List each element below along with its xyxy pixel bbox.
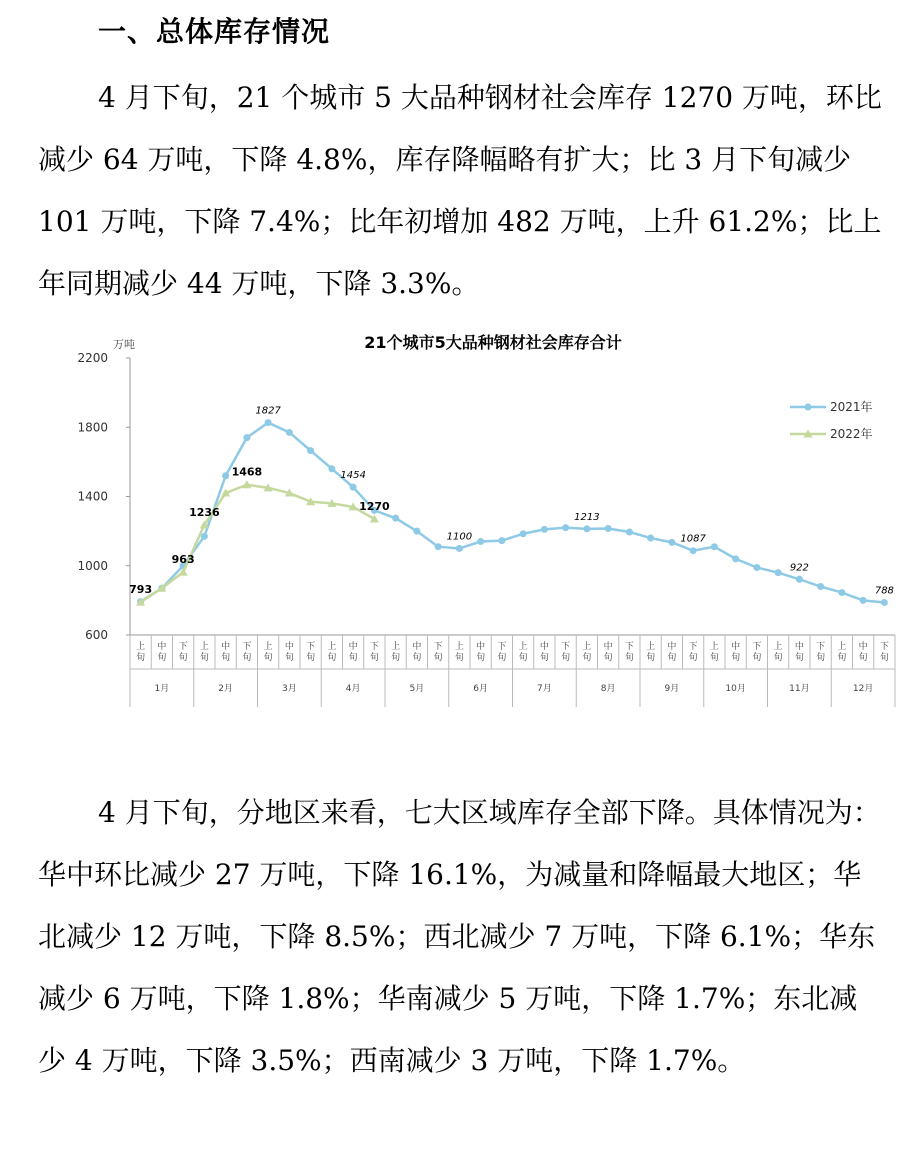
period-label-char: 旬 [284, 653, 294, 663]
data-label: 1236 [189, 505, 220, 519]
period-label-char: 上 [327, 642, 337, 652]
period-label-char: 旬 [221, 653, 231, 663]
period-label [497, 641, 506, 663]
legend-label: 2021年 [830, 400, 873, 414]
data-point-2021 [647, 535, 654, 542]
period-label-char: 中 [667, 642, 677, 652]
period-label-char: 上 [263, 642, 273, 652]
period-label-char: 上 [136, 642, 146, 652]
period-label-char: 中 [157, 642, 167, 652]
period-label [349, 640, 358, 663]
period-label-char: 下 [497, 642, 507, 652]
period-label-char: 中 [858, 642, 868, 652]
y-tick-label: 1400 [77, 489, 108, 504]
data-point-2021 [881, 599, 888, 606]
period-label-char: 旬 [646, 653, 656, 663]
period-label [561, 641, 570, 663]
data-point-2021 [690, 547, 697, 554]
month-label: 5月 [409, 684, 425, 694]
period-label-char: 旬 [412, 653, 422, 663]
paragraph-regional [38, 782, 883, 1092]
period-label [667, 640, 676, 663]
period-label-char: 旬 [561, 653, 571, 663]
data-label: 793 [129, 583, 153, 597]
data-label: 963 [171, 553, 195, 567]
month-label: 10月 [725, 684, 746, 694]
period-label-char: 旬 [454, 653, 464, 663]
period-label-char: 旬 [879, 653, 889, 663]
period-label [264, 640, 273, 663]
period-label [434, 641, 443, 663]
data-point-2021 [562, 524, 569, 531]
period-label [519, 640, 528, 663]
data-point-2021 [286, 429, 293, 436]
period-label-char: 中 [603, 642, 613, 652]
period-label-char: 下 [688, 642, 698, 652]
period-label-char: 旬 [327, 653, 337, 663]
data-label: 1087 [680, 533, 706, 545]
y-axis-unit-label: 万吨 [113, 338, 135, 351]
data-point-2021 [860, 597, 867, 604]
period-label [285, 640, 294, 663]
period-label-char: 旬 [752, 653, 762, 663]
legend-label: 2022年 [830, 427, 873, 441]
period-label-char: 下 [369, 642, 379, 652]
data-point-2021 [775, 569, 782, 576]
period-label [370, 641, 379, 663]
period-label-char: 中 [476, 642, 486, 652]
paragraph-summary-text: 4 月下旬，21 个城市 5 大品种钢材社会库存 1270 万吨，环比减少 64 万吨，下降 4.8%，库存降幅略有扩大；比 3 月下旬减少 101 万吨，下降 7.4%；比年初增加 482 万吨，上升 61.2%；比上年同期减少 44 万吨，下降 3.3%。 [38, 81, 882, 300]
period-label-char: 上 [391, 642, 401, 652]
period-label-char: 中 [412, 642, 422, 652]
period-label [689, 641, 698, 663]
y-tick-label: 2200 [77, 351, 108, 365]
period-label-char: 旬 [476, 653, 486, 663]
period-label-char: 旬 [709, 653, 719, 663]
period-label-char: 下 [178, 642, 188, 652]
data-point-2021 [753, 564, 760, 571]
period-label-char: 下 [752, 642, 762, 652]
data-point-2021 [243, 434, 250, 441]
period-label [880, 641, 889, 663]
period-label-char: 中 [348, 642, 358, 652]
period-label-char: 旬 [199, 653, 209, 663]
period-label [604, 640, 613, 663]
period-label-char: 下 [242, 642, 252, 652]
data-label: 1827 [255, 405, 281, 417]
period-label [455, 640, 464, 663]
period-label-char: 旬 [667, 653, 677, 663]
period-label-char: 上 [518, 642, 528, 652]
data-point-2021 [477, 538, 484, 545]
period-label-char: 旬 [518, 653, 528, 663]
period-label [540, 640, 549, 663]
data-point-2021 [498, 537, 505, 544]
period-label [752, 641, 761, 663]
period-label-char: 下 [433, 642, 443, 652]
period-label [221, 640, 230, 663]
period-label-char: 旬 [306, 653, 316, 663]
period-label-char: 中 [794, 642, 804, 652]
data-point-2021 [307, 447, 314, 454]
data-point-2021 [350, 484, 357, 491]
data-label: 1468 [231, 465, 263, 479]
period-label-char: 下 [306, 642, 316, 652]
y-tick-label: 1800 [77, 420, 108, 435]
paragraph-summary [38, 67, 883, 315]
month-label: 7月 [537, 684, 552, 694]
section-heading: 一、总体库存情况 [98, 15, 331, 48]
period-label-char: 旬 [603, 653, 613, 663]
month-label: 3月 [282, 684, 297, 694]
period-label-char: 上 [837, 642, 847, 652]
period-label-char: 上 [709, 642, 719, 652]
data-label: 922 [789, 562, 809, 574]
data-point-2021 [222, 472, 229, 479]
period-label-char: 旬 [178, 653, 188, 663]
period-label-char: 旬 [348, 653, 358, 663]
legend-marker-2021 [805, 404, 812, 411]
data-point-2021 [838, 589, 845, 596]
paragraph-regional-text: 4 月下旬，分地区来看，七大区域库存全部下降。具体情况为：华中环比减少 27 万吨，下降 16.1%，为减量和降幅最大地区；华北减少 12 万吨，下降 8.5%；西北减少 7 万吨，下降 6.1%；华东减少 6 万吨，下降 1.8%；华南减少 5 万吨，下降 1.7%；东北减少 4 万吨，下降 3.5%；西南减少 3 万吨，下降 1.7%。 [38, 796, 881, 1077]
period-label [327, 640, 336, 663]
period-label-char: 下 [816, 642, 826, 652]
inventory-line-chart [0, 318, 921, 718]
period-label-char: 旬 [242, 653, 252, 663]
series-line-2021年 [141, 423, 885, 603]
data-point-2021 [796, 576, 803, 583]
month-label: 1月 [154, 684, 170, 694]
data-point-2021 [668, 539, 675, 546]
data-point-2021 [328, 465, 335, 472]
period-label-char: 旬 [731, 653, 741, 663]
period-label [200, 640, 209, 663]
period-label-char: 旬 [539, 653, 549, 663]
period-label [710, 640, 719, 663]
period-label [136, 640, 145, 663]
period-label [582, 640, 591, 663]
data-point-2021 [541, 526, 548, 533]
month-label: 11月 [789, 684, 810, 694]
period-label [412, 640, 421, 663]
period-label-char: 上 [582, 642, 592, 652]
period-label [625, 641, 634, 663]
data-point-2021 [605, 525, 612, 532]
period-label-char: 上 [646, 642, 656, 652]
data-point-2021 [265, 419, 272, 426]
month-label: 4月 [345, 684, 361, 694]
y-tick-label: 1000 [77, 558, 108, 573]
period-label-char: 旬 [582, 653, 592, 663]
period-label [306, 641, 315, 663]
period-label-char: 下 [561, 642, 571, 652]
data-label: 1213 [574, 511, 600, 523]
period-label-char: 旬 [157, 653, 167, 663]
period-label-char: 上 [454, 642, 464, 652]
month-label: 2月 [218, 684, 233, 694]
period-label [837, 640, 846, 663]
period-label-char: 旬 [391, 653, 401, 663]
data-label: 788 [874, 585, 894, 597]
y-tick-label: 600 [85, 628, 108, 642]
month-label: 9月 [664, 684, 680, 694]
data-point-2021 [711, 543, 718, 550]
period-label-char: 旬 [688, 653, 698, 663]
data-label: 1454 [340, 470, 366, 482]
period-label [859, 640, 868, 663]
data-point-2021 [435, 543, 442, 550]
period-label [157, 640, 166, 663]
period-label-char: 上 [773, 642, 783, 652]
period-label-char: 旬 [136, 653, 146, 663]
data-point-2021 [817, 583, 824, 590]
period-label [774, 640, 783, 663]
series-line-2022年 [141, 485, 375, 602]
month-label: 12月 [852, 684, 874, 694]
period-label [242, 641, 251, 663]
period-label-char: 中 [539, 642, 549, 652]
data-point-2021 [626, 528, 633, 535]
period-label [476, 640, 485, 663]
data-label: 1100 [446, 531, 473, 543]
data-point-2021 [413, 528, 420, 535]
data-point-2021 [732, 555, 739, 562]
period-label-char: 旬 [624, 653, 634, 663]
month-label: 6月 [473, 684, 488, 694]
period-label-char: 下 [624, 642, 634, 652]
period-label-char: 旬 [837, 653, 847, 663]
period-label-char: 上 [199, 642, 209, 652]
month-label: 8月 [600, 684, 616, 694]
period-label [795, 640, 804, 663]
period-label-char: 旬 [369, 653, 379, 663]
period-label-char: 中 [221, 642, 231, 652]
period-label-char: 旬 [816, 653, 826, 663]
period-label-char: 中 [731, 642, 741, 652]
period-label-char: 旬 [497, 653, 507, 663]
period-label [646, 640, 655, 663]
period-label [731, 640, 740, 663]
period-label [391, 640, 400, 663]
period-label-char: 下 [879, 642, 889, 652]
period-label-char: 旬 [773, 653, 783, 663]
data-label: 1270 [359, 500, 390, 514]
period-label-char: 旬 [433, 653, 443, 663]
period-label-char: 旬 [794, 653, 804, 663]
period-label-char: 旬 [263, 653, 273, 663]
data-point-2021 [520, 530, 527, 537]
period-label [816, 641, 825, 663]
data-point-2021 [583, 525, 590, 532]
period-label-char: 旬 [858, 653, 868, 663]
data-point-2021 [201, 533, 208, 540]
chart-title: 21个城市5大品种钢材社会库存合计 [364, 333, 622, 352]
period-label [179, 641, 188, 663]
data-point-2021 [392, 515, 399, 522]
period-label-char: 中 [284, 642, 294, 652]
data-point-2021 [456, 545, 463, 552]
